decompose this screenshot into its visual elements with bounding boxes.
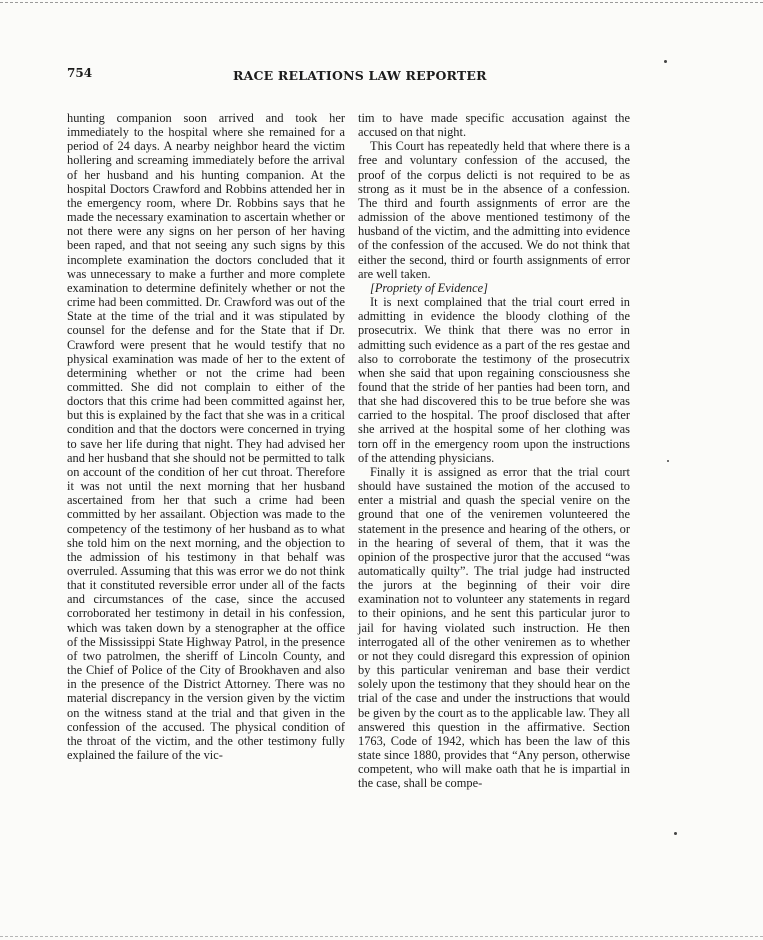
section-heading: [Propriety of Evidence] <box>370 280 488 295</box>
scan-speck <box>674 832 677 835</box>
scan-top-edge <box>0 2 763 3</box>
scan-bottom-edge <box>0 936 763 937</box>
right-paragraph-1: tim to have made specific accusation against the accused on that night. <box>358 111 630 140</box>
right-column <box>358 111 630 791</box>
running-head: RACE RELATIONS LAW REPORTER <box>233 68 487 83</box>
page-number: 754 <box>67 66 93 80</box>
right-paragraph-2: This Court has repeatedly held that where there is a free and voluntary confession of the accused, the proof of the corpus delicti is not required to be as strong as it must be in the absence of a confession. The third and fourth assignments of error are the admission of the above mentioned testimony of the husband of the victim, and the admitting into evidence of the confession of the accused. We do not think that either the second, third or fourth assignments of error are well taken. <box>358 139 630 281</box>
left-column <box>67 111 345 762</box>
left-paragraph-1: hunting companion soon arrived and took her immediately to the hospital where she remained for a period of 24 days. A nearby neighbor heard the victim hollering and screaming immediately before the arrival of her husband and his hunting companion. At the hospital Doctors Crawford and Robbins attended her in the emergency room, where Dr. Robbins says that he made the necessary examination to ascertain whether or not there were any signs on her person of her having been raped, and that not seeing any such signs by this incomplete examination the doctors concluded that it was unnecessary to make a further and more complete examination to determine definitely whether or not the crime had been committed. Dr. Crawford was out of the State at the time of the trial and it was stipulated by counsel for the defense and for the State that if Dr. Crawford were present that he would testify that no physical examination was made of her to the extent of determining whether or not the crime had been committed. She did not complain to either of the doctors that this crime had been committed against her, but this is explained by the fact that she was in a critical condition and that the doctors were concerned in trying to save her life during that night. They had advised her and her husband that she should not be permitted to talk on account of the condition of her cut throat. Therefore it was not until the next morning that her husband ascertained from her that such a crime had been committed by her assailant. Objection was made to the competency of the testimony of her husband as to what she told him on the next morning, and the objection to the admission of his testimony in that behalf was overruled. Assuming that this was error we do not think that it constituted reversible error under all of the facts and circumstances of the case, since the accused corroborated her testimony in detail in his confession, which was taken down by a stenographer at the office of the Mississippi State Highway Patrol, in the presence of two patrolmen, the sheriff of Lincoln County, and the Chief of Police of the City of Brookhaven and also in the presence of the District Attorney. There was no material discrepancy in the version given by the victim on the witness stand at the trial and that given in the confession of the accused. The physical condition of the throat of the victim, and the other testimony fully explained the failure of the vic- <box>67 111 345 763</box>
right-paragraph-3: It is next complained that the trial court erred in admitting in evidence the bloody clothing of the prosecutrix. We think that there was no error in admitting such evidence as a part of the res gestae and also to corroborate the testimony of the prosecutrix when she said that upon regaining consciousness she found that the stride of her panties had been torn, and that she had discovered this to be true before she was carried to the hospital. The proof disclosed that after she arrived at the hospital some of her clothing was torn off in the emergency room upon the instructions of the attending physicians. <box>358 295 630 465</box>
right-paragraph-4: Finally it is assigned as error that the trial court should have sustained the motion of the accused to enter a mistrial and quash the special venire on the ground that one of the veniremen volunteered the statement in the presence and hearing of the others, or in the hearing of several of them, that it was the opinion of the prospective juror that the accused “was automatically quilty”. The trial judge had instructed the jurors at the beginning of their voir dire examination not to volunteer any statements in regard to their opinions, and he sent this particular juror to jail for having violated such instruction. He then interrogated all of the other veniremen as to whether or not they could disregard this expression of opinion by this particular venireman and base their verdict solely upon the testimony that they should hear on the trial of the case and under the instructions that would be given by the court as to the applicable law. They all answered this question in the affirmative. Section 1763, Code of 1942, which has been the law of this state since 1880, provides that “Any person, otherwise competent, who will make oath that he is impartial in the case, shall be compe- <box>358 464 630 791</box>
scan-speck <box>664 60 667 63</box>
scan-speck <box>667 460 669 462</box>
